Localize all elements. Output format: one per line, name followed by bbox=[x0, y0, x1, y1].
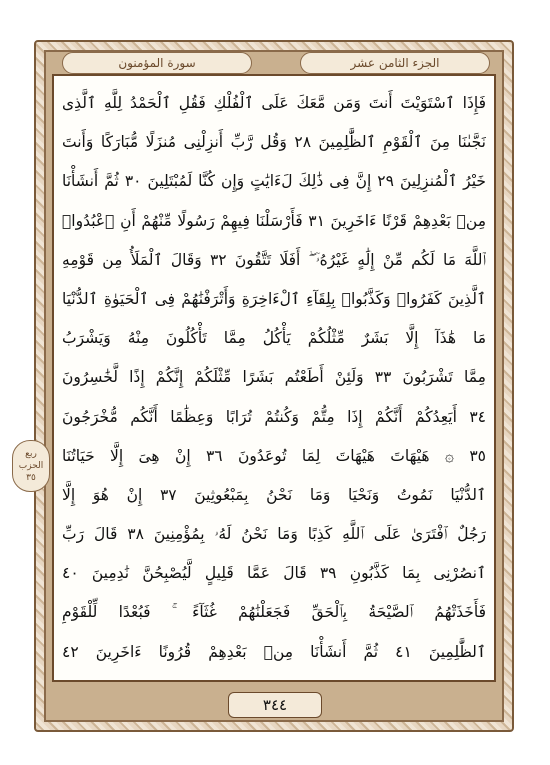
page-number-box bbox=[228, 692, 322, 718]
verse-line: ٱلَّذِينَ كَفَرُوا۟ وَكَذَّبُوا۟ بِلِقَآءِ ٱلْءَاخِرَةِ وَأَتْرَفْنَٰهُمْ فِى ٱلْحَيَوٰةِ ٱلدُّنْيَا bbox=[62, 289, 486, 308]
verse-line: ٣٥ ۞ هَيْهَاتَ هَيْهَاتَ لِمَا تُوعَدُونَ ٣٦ إِنْ هِىَ إِلَّا حَيَاتُنَا bbox=[62, 446, 486, 465]
verse-line: ٱنصُرْنِى بِمَا كَذَّبُونِ ٣٩ قَالَ عَمَّا قَلِيلٍ لَّيُصْبِحُنَّ نَٰدِمِينَ ٤٠ bbox=[62, 564, 486, 583]
hizb-marker bbox=[12, 440, 50, 492]
surah-header bbox=[62, 52, 252, 74]
hizb-label: الحزب bbox=[18, 461, 44, 471]
verse-line: مَا هَٰذَآ إِلَّا بَشَرٌ مِّثْلُكُمْ يَأْكُلُ مِمَّا تَأْكُلُونَ مِنْهُ وَيَشْرَبُ bbox=[62, 329, 486, 348]
verse-line: نَجَّىٰنَا مِنَ ٱلْقَوْمِ ٱلظَّٰلِمِينَ ٢٨ وَقُل رَّبِّ أَنزِلْنِى مُنزَلًا مُّبَارَكًا وَأَنتَ bbox=[62, 133, 486, 152]
hizb-quarter-label: ربع bbox=[25, 449, 37, 459]
hizb-number: ٣٥ bbox=[26, 473, 36, 483]
verse-line: ٱلدُّنْيَا نَمُوتُ وَنَحْيَا وَمَا نَحْنُ بِمَبْعُوثِينَ ٣٧ إِنْ هُوَ إِلَّا bbox=[62, 485, 486, 504]
verse-line: ٱللَّهَ مَا لَكُم مِّنْ إِلَٰهٍ غَيْرُهُۥٓ ۖ أَفَلَا تَتَّقُونَ ٣٢ وَقَالَ ٱلْمَلَأُ مِن قَوْمِهِ bbox=[62, 250, 486, 269]
juz-header bbox=[300, 52, 490, 74]
verse-line: ٣٤ أَيَعِدُكُمْ أَنَّكُمْ إِذَا مِتُّمْ وَكُنتُمْ تُرَابًا وَعِظَٰمًا أَنَّكُم مُّخْرَجُونَ bbox=[62, 407, 486, 426]
verse-line: مِنۢ بَعْدِهِمْ قَرْنًا ءَاخَرِينَ ٣١ فَأَرْسَلْنَا فِيهِمْ رَسُولًا مِّنْهُمْ أَنِ ٱعْبُدُوا۟ bbox=[62, 211, 486, 230]
surah-title: سورة المؤمنون bbox=[118, 56, 196, 70]
verse-line: ٱلظَّٰلِمِينَ ٤١ ثُمَّ أَنشَأْنَا مِنۢ بَعْدِهِمْ قُرُونًا ءَاخَرِينَ ٤٢ bbox=[62, 642, 486, 661]
verses-text bbox=[62, 84, 486, 674]
verse-line: رَجُلٌ ٱفْتَرَىٰ عَلَى ٱللَّهِ كَذِبًا وَمَا نَحْنُ لَهُۥ بِمُؤْمِنِينَ ٣٨ قَالَ رَبِّ bbox=[62, 525, 486, 544]
verse-line: خَيْرُ ٱلْمُنزِلِينَ ٢٩ إِنَّ فِى ذَٰلِكَ لَءَايَٰتٍ وَإِن كُنَّا لَمُبْتَلِينَ ٣٠ ثُمَّ أَنشَأْنَا bbox=[62, 172, 486, 191]
page-number: ٣٤٤ bbox=[262, 696, 288, 714]
verse-line: فَأَخَذَتْهُمُ ٱلصَّيْحَةُ بِٱلْحَقِّ فَجَعَلْنَٰهُمْ غُثَآءً ۚ فَبُعْدًا لِّلْقَوْمِ bbox=[62, 603, 486, 622]
juz-title: الجزء الثامن عشر bbox=[350, 56, 440, 70]
verse-line: مِمَّا تَشْرَبُونَ ٣٣ وَلَئِنْ أَطَعْتُم بَشَرًا مِّثْلَكُمْ إِنَّكُمْ إِذًا لَّخَٰسِرُونَ bbox=[62, 368, 486, 387]
verse-line: فَإِذَا ٱسْتَوَيْتَ أَنتَ وَمَن مَّعَكَ عَلَى ٱلْفُلْكِ فَقُلِ ٱلْحَمْدُ لِلَّهِ ٱلَّذِى bbox=[62, 94, 486, 112]
